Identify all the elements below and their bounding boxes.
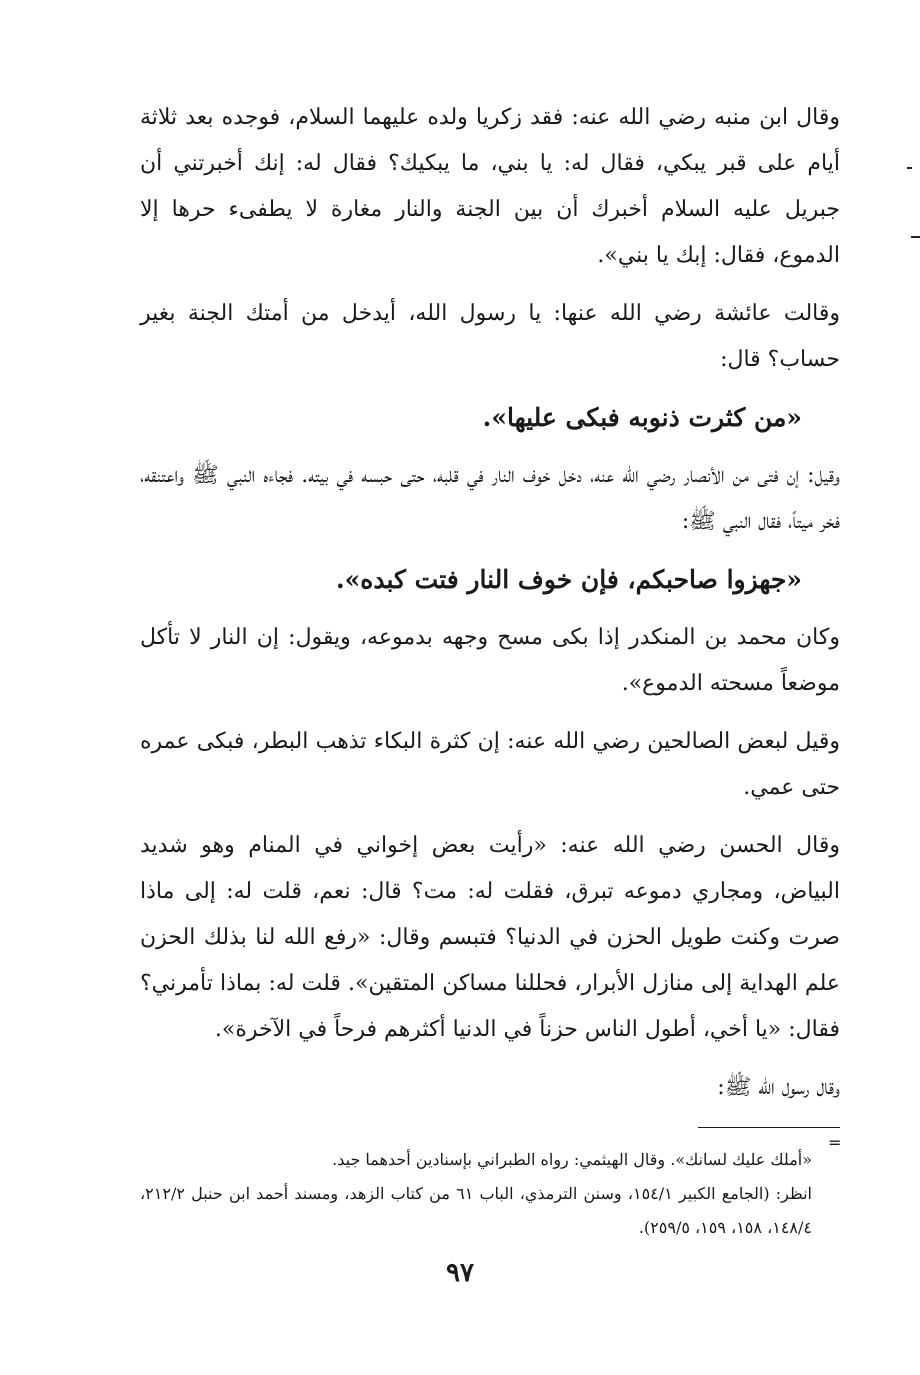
quote-sins: «من كثرت ذنوبه فبكى عليها». [482, 403, 802, 432]
paragraph-ibn-al-munkadir: وكان محمد بن المنكدر إذا بكى مسح وجهه بدموعه، ويقول: إن النار لا تأكل موضعاً مسحته الدموع». [140, 625, 840, 696]
paragraph-ansari-youth: وقيل: إن فتى من الأنصار رضي الله عنه، دخل خوف النار في قلبه، حتى حبسه في بيته. فجاءه النبي ﷺ واعتنقه، فخر ميتاً، فقال النبي ﷺ: [140, 463, 840, 534]
paragraph-ibn-munabbih: وقال ابن منبه رضي الله عنه: فقد زكريا ولده عليهما السلام، فوجده بعد ثلاثة أيام على قبر يبكي، فقال له: يا بني، ما يبكيك؟ فقال له: إنك أخبرتني أن جبريل عليه السلام أخبرك أن بين الجنة والنار مغارة لا يطفىء حرها إلا الدموع، فقال: إبك يا بني». [140, 105, 840, 268]
footnote-line: انظر: (الجامع الكبير ١٥٤/١، وسنن الترمذي، الباب ٦١ من كتاب الزهد، ومسند أحمد ابن حنبل ٢١٢/٢، ١٤٨/٤، ١٥٨، ١٥٩، ٢٥٩/٥). [140, 1184, 812, 1237]
paragraph-messenger: وقال رسول الله ﷺ: [717, 1075, 840, 1100]
footnote-line: «أملك عليك لسانك». وقال الهيثمي: رواه الطبراني بإسنادين أحدهما جيد. [332, 1150, 812, 1169]
footnote-rule [698, 1127, 840, 1128]
footnote-continuation-sign: = [828, 1133, 842, 1152]
page-body [140, 95, 840, 1123]
paragraph-righteous: وقيل لبعض الصالحين رضي الله عنه: إن كثرة البكاء تذهب البطر، فبكى عمره حتى عمي. [140, 729, 840, 800]
page-number: ٩٧ [446, 1258, 474, 1288]
paragraph-al-hasan: وقال الحسن رضي الله عنه: «رأيت بعض إخواني في المنام وهو شديد البياض، ومجاري دموعه تبرق، فقلت له: مت؟ قال: نعم، قلت له: إلى ماذا صرت وكنت طويل الحزن في الدنيا؟ فتبسم وقال: «رفع الله لنا بذلك الحزن علم الهداية إلى منازل الأبرار، فحللنا مساكن المتقين». قلت له: بماذا تأمرني؟ فقال: «يا أخي، أطول الناس حزناً في الدنيا أكثرهم فرحاً في الآخرة». [140, 833, 840, 1042]
footnotes [140, 1143, 826, 1245]
paragraph-aisha: وقالت عائشة رضي الله عنها: يا رسول الله، أيدخل من أمتك الجنة بغير حساب؟ قال: [140, 301, 840, 372]
margin-mark-bottom [911, 236, 920, 238]
margin-mark-top [907, 167, 912, 169]
quote-prepare-companion: «جهزوا صاحبكم، فإن خوف النار فتت كبده». [335, 565, 802, 594]
